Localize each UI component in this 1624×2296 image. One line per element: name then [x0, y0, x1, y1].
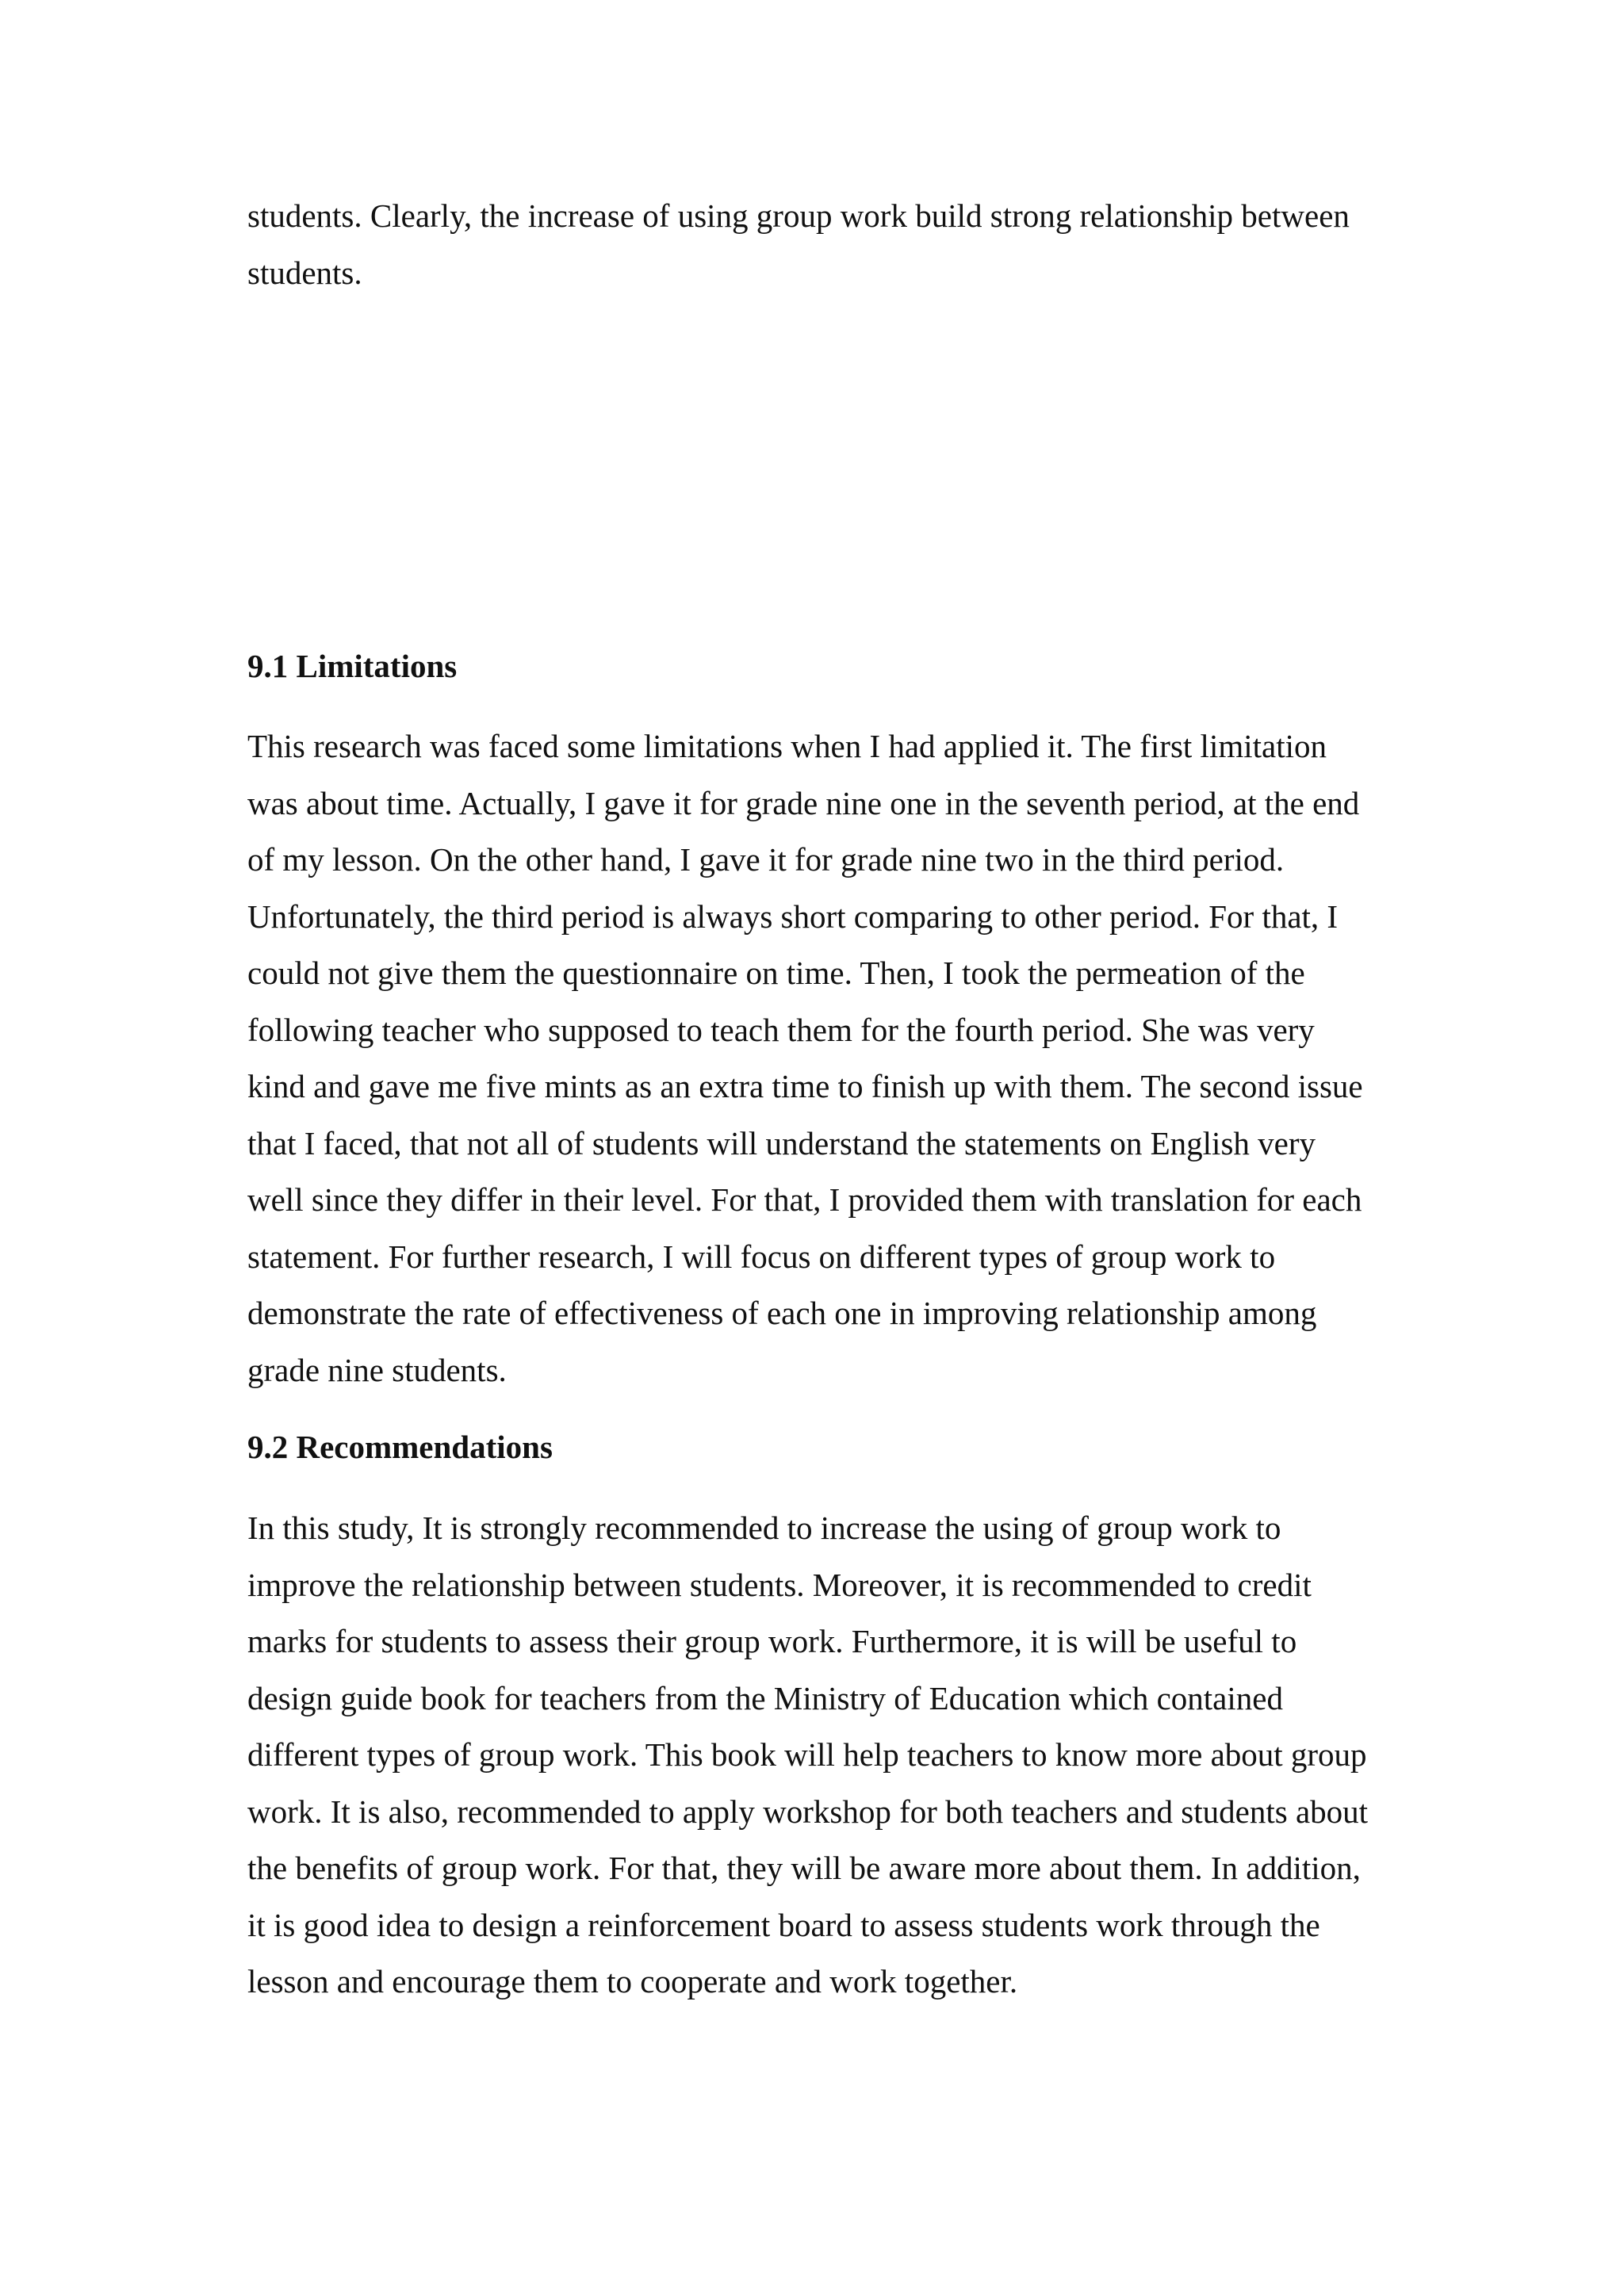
- paragraph-line: the benefits of group work. For that, they will be aware more about them. In addition,: [247, 1850, 1361, 1886]
- paragraph-line: following teacher who supposed to teach them for the fourth period. She was very: [247, 1011, 1315, 1048]
- paragraph-line: improve the relationship between students. Moreover, it is recommended to credit: [247, 1566, 1312, 1603]
- paragraph-line: This research was faced some limitations when I had applied it. The first limitation: [247, 728, 1327, 764]
- paragraph-line: well since they differ in their level. For that, I provided them with translation for each: [247, 1181, 1362, 1218]
- paragraph-line: Unfortunately, the third period is always short comparing to other period. For that, I: [247, 897, 1339, 935]
- paragraph-line: lesson and encourage them to cooperate and work together.: [247, 1963, 1018, 1999]
- paragraph-line: could not give them the questionnaire on time. Then, I took the permeation of the: [247, 955, 1305, 991]
- paragraph-line: was about time. Actually, I gave it for grade nine one in the seventh period, at the end: [247, 784, 1360, 821]
- recommendations-paragraph: [247, 1500, 1389, 2011]
- paragraph-line: demonstrate the rate of effectiveness of each one in improving relationship among: [247, 1295, 1317, 1331]
- paragraph-line: In this study, It is strongly recommended to increase the using of group work to: [247, 1510, 1281, 1546]
- paragraph-line: statement. For further research, I will focus on different types of group work to: [247, 1238, 1276, 1275]
- paragraph-line: marks for students to assess their group work. Furthermore, it is will be useful to: [247, 1623, 1297, 1659]
- paragraph-line: grade nine students.: [247, 1351, 507, 1388]
- paragraph-line: students. Clearly, the increase of using group work build strong relationship between: [247, 197, 1350, 234]
- paragraph-line: of my lesson. On the other hand, I gave it for grade nine two in the third period.: [247, 841, 1285, 878]
- section-heading-limitations: 9.1 Limitations: [247, 648, 458, 684]
- section-heading-recommendations: 9.2 Recommendations: [247, 1429, 553, 1465]
- paragraph-line: students.: [247, 254, 362, 291]
- paragraph-line: kind and gave me five mints as an extra time to finish up with them. The second issue: [247, 1068, 1363, 1104]
- paragraph-line: that I faced, that not all of students will understand the statements on English very: [247, 1124, 1316, 1161]
- paragraph-line: it is good idea to design a reinforcement board to assess students work through the: [247, 1906, 1320, 1943]
- limitations-paragraph: [247, 718, 1389, 1399]
- paragraph-line: different types of group work. This book will help teachers to know more about group: [247, 1736, 1367, 1773]
- paragraph-line: work. It is also, recommended to apply workshop for both teachers and students about: [247, 1793, 1369, 1830]
- continuation-paragraph: [247, 188, 1389, 301]
- paragraph-line: design guide book for teachers from the Ministry of Education which contained: [247, 1679, 1283, 1716]
